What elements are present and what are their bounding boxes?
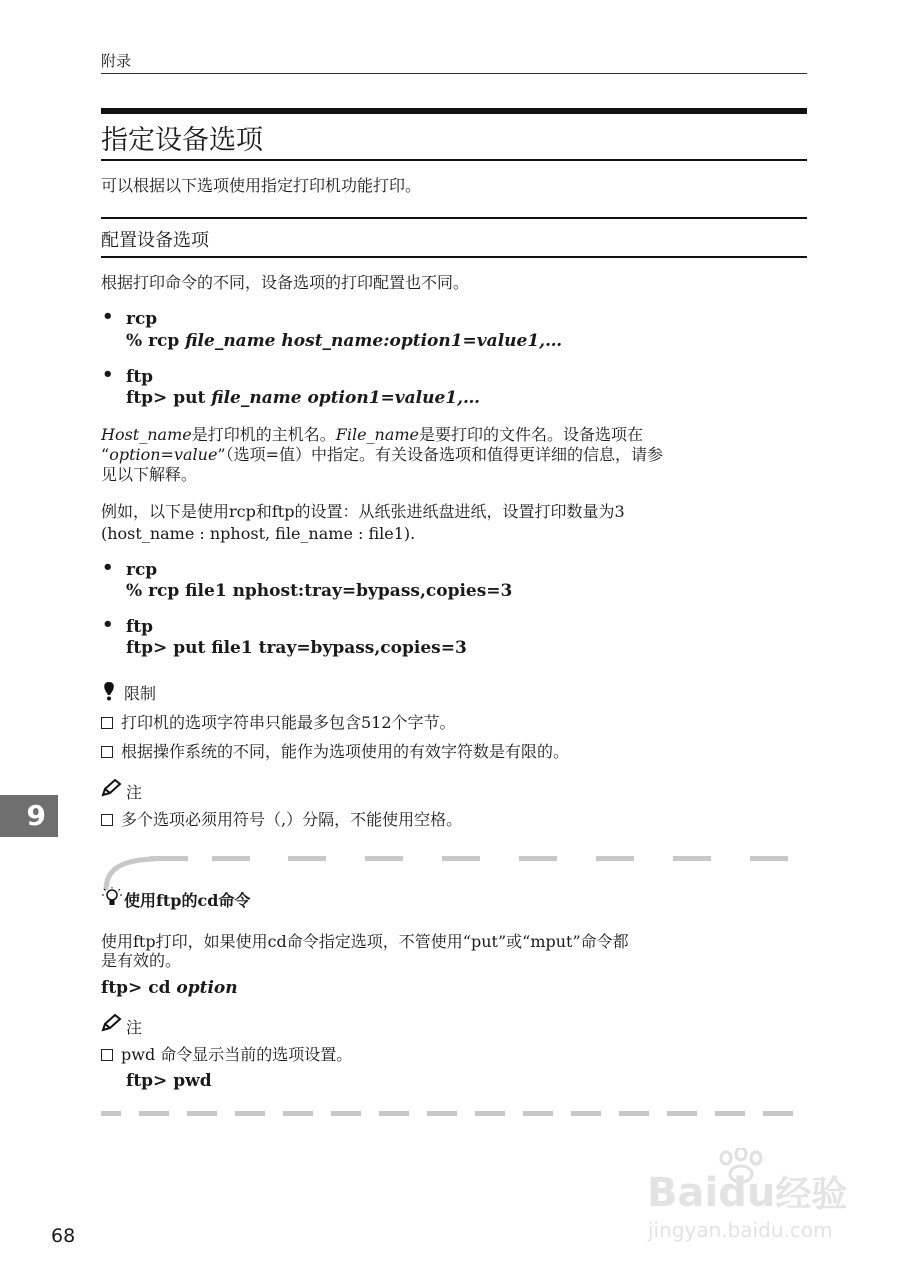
explanation-paragraph: Host_name是打印机的主机名。File_name是要打印的文件名。设备选项在 “option=value”（选项=值）中指定。有关设备选项和值得更详细的信息，请参 见以下解释。: [101, 425, 664, 484]
example-line-1: 例如，以下是使用rcp和ftp的设置：从纸张进纸盘进纸，设置打印数量为3: [101, 502, 625, 521]
watermark-url: jingyan.baidu.com: [648, 1218, 833, 1242]
checkbox-square-icon: [101, 717, 113, 729]
checkbox-square-icon: [101, 1049, 113, 1061]
example-rcp-command: % rcp file1 nphost:tray=bypass,copies=3: [126, 581, 513, 601]
page-title: 指定设备选项: [101, 125, 263, 156]
example-line-2: (host_name : nphost, file_name : file1).: [101, 524, 416, 543]
subsection-title: 配置设备选项: [101, 230, 209, 251]
note1-heading: 注: [126, 783, 143, 802]
tip-corner-curve: [98, 852, 158, 892]
tip-line-1: 使用ftp打印，如果使用cd命令指定选项，不管使用“put”或“mput”命令都: [101, 932, 629, 951]
syntax-ftp-label: ftp: [126, 367, 154, 387]
tip-line-2: 是有效的。: [101, 951, 182, 970]
limit-heading: 限制: [124, 684, 157, 703]
syntax-rcp-command: % rcp file_name host_name:option1=value1,…: [126, 331, 563, 351]
example-ftp-command: ftp> put file1 tray=bypass,copies=3: [126, 638, 467, 658]
page-number: 68: [51, 1225, 76, 1247]
limit-item: 根据操作系统的不同，能作为选项使用的有效字符数是有限的。: [101, 742, 569, 761]
running-header: 附录: [101, 52, 132, 70]
title-thick-rule: [101, 108, 807, 114]
note2-heading: 注: [126, 1018, 143, 1037]
tip-bottom-dashes: [101, 1111, 808, 1117]
syntax-rcp-label: rcp: [126, 309, 158, 329]
bullet-dot: •: [102, 364, 114, 385]
description-text: 根据打印命令的不同，设备选项的打印配置也不同。: [101, 273, 470, 292]
lightbulb-icon: [101, 887, 123, 909]
checkbox-square-icon: [101, 746, 113, 758]
chapter-tab: 9: [0, 795, 58, 837]
note2-item: pwd 命令显示当前的选项设置。: [101, 1045, 352, 1064]
bullet-dot: •: [102, 306, 114, 327]
tip-command: ftp> cd option: [101, 978, 238, 998]
example-rcp-label: rcp: [126, 560, 158, 580]
header-rule: [101, 73, 807, 74]
watermark-brand: Baidu经验: [647, 1170, 848, 1216]
pencil-icon: [101, 779, 123, 797]
example-ftp-label: ftp: [126, 617, 154, 637]
note2-command: ftp> pwd: [126, 1071, 212, 1091]
title-bottom-rule: [101, 159, 807, 161]
warning-drop-icon: [101, 681, 117, 701]
tip-top-dashes: [150, 856, 808, 862]
tip-heading: 使用ftp的cd命令: [124, 891, 251, 910]
bullet-dot: •: [102, 557, 114, 578]
syntax-ftp-command: ftp> put file_name option1=value1,…: [126, 388, 481, 408]
note1-item: 多个选项必须用符号（,）分隔，不能使用空格。: [101, 810, 462, 829]
intro-text: 可以根据以下选项使用指定打印机功能打印。: [101, 176, 422, 195]
subsection-top-rule: [101, 217, 807, 219]
bullet-dot: •: [102, 614, 114, 635]
limit-item: 打印机的选项字符串只能最多包含512个字节。: [101, 713, 456, 732]
pencil-icon: [101, 1014, 123, 1032]
subsection-bottom-rule: [101, 256, 807, 258]
checkbox-square-icon: [101, 814, 113, 826]
